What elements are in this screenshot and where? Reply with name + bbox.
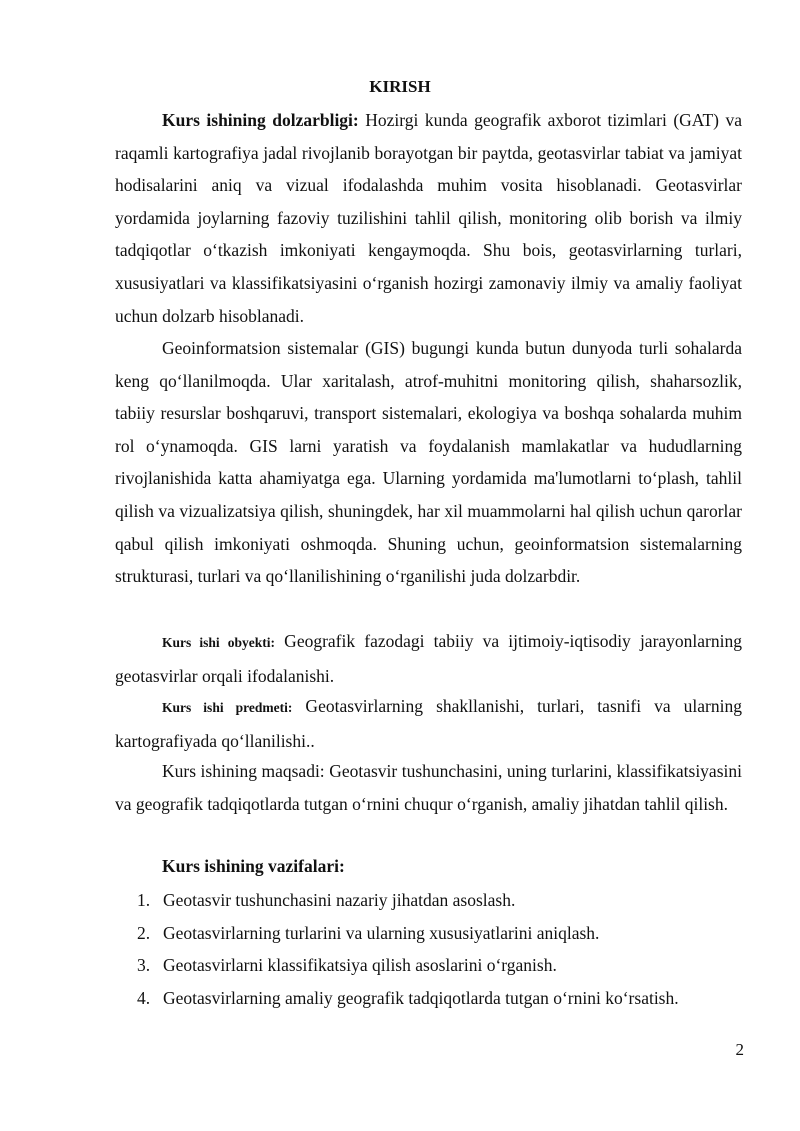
list-item: 4. Geotasvirlarning amaliy geografik tadqiqotlarda tutgan o‘rnini ko‘rsatish.	[137, 987, 679, 1008]
object-text: Geografik fazodagi tabiiy va ijtimoiy-iqtisodiy jarayonlarning geotasvirlar orqali ifodalanishi.	[115, 631, 742, 686]
list-item: 1. Geotasvir tushunchasini nazariy jihatdan asoslash.	[137, 890, 516, 910]
paragraph-relevance	[115, 104, 742, 332]
section-title: KIRISH	[369, 77, 431, 96]
list-item: 2. Geotasvirlarning turlarini va ularning xususiyatlarini aniqlash.	[137, 922, 600, 943]
relevance-label: Kurs ishining dolzarbligi:	[162, 110, 359, 130]
paragraph-subject	[115, 690, 742, 757]
tasks-heading: Kurs ishining vazifalari:	[162, 856, 345, 876]
list-item: 3. Geotasvirlarni klassifikatsiya qilish asoslarini o‘rganish.	[137, 955, 557, 976]
paragraph-gis	[115, 332, 742, 593]
relevance-text: Hozirgi kunda geografik axborot tizimlari (GAT) va raqamli kartografiya jadal rivojlanib borayotgan bir paytda, geotasvirlar tabiat va jamiyat hodisalarini aniq va vizual ifodalashda muhim vosita hisoblanadi. Geotasvirlar yordamida joylarning fazoviy tuzilishini tahlil qilish, monitoring olib borish va ilmiy tadqiqotlar o‘tkazish imkoniyati kengaymoqda. Shu bois, geotasvirlarning turlari, xususiyatlari va klassifikatsiyasini o‘rganish hozirgi zamonaviy ilmiy va amaliy faoliyat uchun dolzarb hisoblanadi.	[115, 110, 742, 326]
paragraph-goal	[115, 755, 742, 820]
gis-text: Geoinformatsion sistemalar (GIS) bugungi kunda butun dunyoda turli sohalarda keng qo‘llanilmoqda. Ular xaritalash, atrof-muhitni monitoring qilish, shaharsozlik, tabiiy resurslar boshqaruvi, transport sistemalari, ekologiya va boshqa sohalarda muhim rol o‘ynamoqda. GIS larni yaratish va foydalanish mamlakatlar va hududlarning rivojlanishida katta ahamiyatga ega. Ularning yordamida ma'lumotlarni to‘plash, tahlil qilish va vizualizatsiya qilish, shuningdek, har xil muammolarni hal qilish uchun qarorlar qabul qilish imkoniyati oshmoqda. Shuning uchun, geoinformatsion sistemalarning strukturasi, turlari va qo‘llanilishining o‘rganilishi juda dolzarbdir.	[115, 338, 742, 587]
subject-label: Kurs ishi predmeti:	[162, 700, 293, 715]
tasks-list	[137, 884, 679, 1014]
goal-text: Kurs ishining maqsadi: Geotasvir tushunchasini, uning turlarini, klassifikatsiyasini va geografik tadqiqotlarda tutgan o‘rnini chuqur o‘rganish, amaliy jihatdan tahlil qilish.	[115, 761, 742, 814]
page-number: 2	[735, 1040, 744, 1059]
object-label: Kurs ishi obyekti:	[162, 635, 276, 650]
paragraph-object	[115, 625, 742, 692]
subject-text: Geotasvirlarning shakllanishi, turlari, tasnifi va ularning kartografiyada qo‘llanilishi..	[115, 696, 742, 751]
